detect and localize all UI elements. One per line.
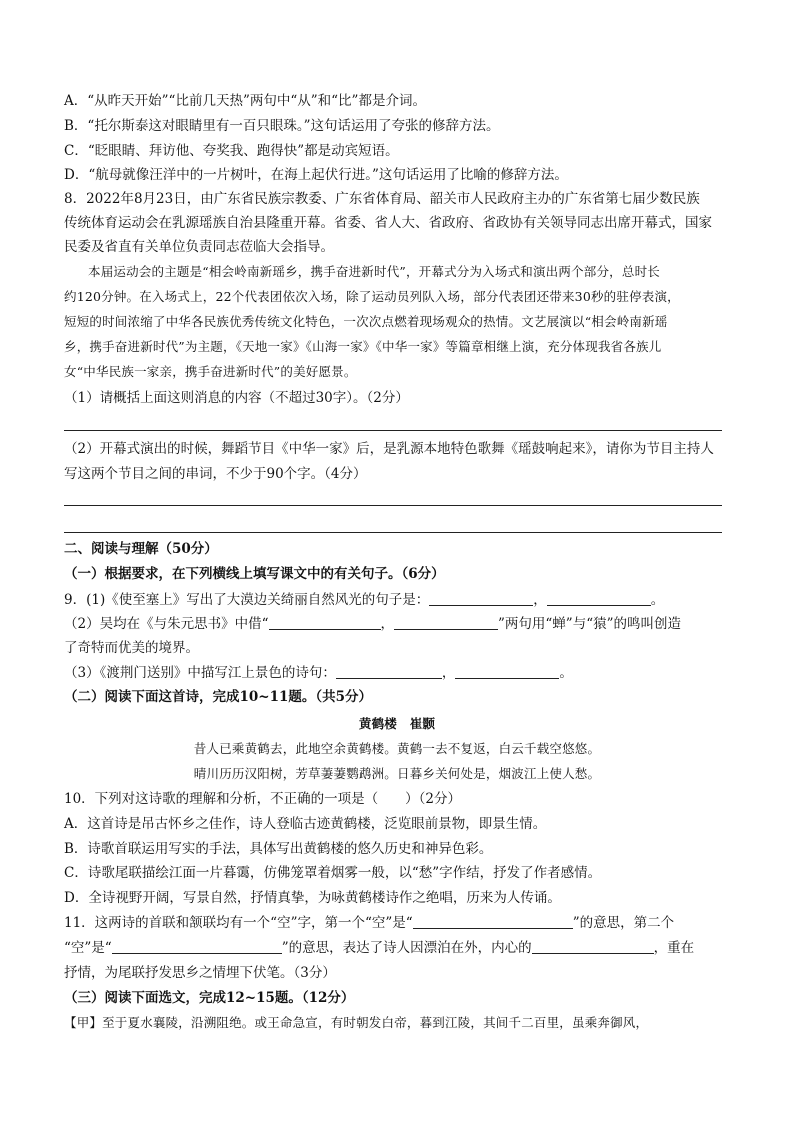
q11-prompt-d: ”的意思，表达了诗人因漂泊在外，内心的 [281,940,532,956]
q9-3-prompt: （3）《渡荆门送别》中描写江上景色的诗句： [64,665,336,681]
q9-1-period: 。 [650,592,665,608]
q9-1-blank1[interactable] [429,591,533,606]
q9-2-comma: ， [380,616,394,632]
q8-news-line2: 约120分钟。在入场式上，22个代表团依次入场，除了运动员列队入场，部分代表团还带来30秒的驻停表演， [64,289,680,304]
q9-3-period: 。 [559,665,573,681]
part2-heading: （二）阅读下面这首诗，完成10~11题。（共5分） [64,689,373,705]
section2-title: 二、阅读与理解（50分） [64,541,218,557]
q7-option-b: B．“托尔斯泰这对眼睛里有一百只眼珠。”这句话运用了夸张的修辞方法。 [64,118,500,134]
q11-prompt-c: “空”是“ [64,940,112,956]
q9-3-blank2[interactable] [455,664,559,679]
q11-blank2[interactable] [112,939,282,954]
q8-sub2-prompt-line2: 写这两个节目之间的串词，不少于90个字。（4分） [64,466,367,482]
q8-intro-line1: 8．2022年8月23日，由广东省民族宗教委、广东省体育局、韶关市人民政府主办的广东省第七届少数民族 [64,191,700,207]
q10-option-b: B．诗歌首联运用写实的手法，具体写出黄鹤楼的悠久历史和神异色彩。 [64,841,493,857]
q9-2 [64,615,681,633]
q9-2-prompt: （2）吴均在《与朱元思书》中借“ [64,616,269,632]
q7-option-c: C．“眨眼睛、拜访他、夸奖我、跑得快”都是动宾短语。 [64,143,399,159]
poem-title: 黄鹤楼 崔颢 [358,716,436,731]
q8-intro-line2: 传统体育运动会在乳源瑶族自治县隆重开幕。省委、省人大、省政府、省政协有关领导同志出席开幕式，国家 [64,215,712,231]
q8-intro-line3: 民委及省直有关单位负责同志莅临大会指导。 [64,239,334,255]
part1-heading: （一）根据要求，在下列横线上填写课文中的有关句子。（6分） [64,566,445,582]
q8-sub2-answer-line1[interactable] [64,505,722,506]
q11-blank1[interactable] [413,914,573,929]
q9-3 [64,664,573,682]
q8-news-line3: 短短的时间浓缩了中华各民族优秀传统文化特色，一次次点燃着现场观众的热情。文艺展演以“相会岭南新瑶 [64,314,668,329]
q10-option-c: C．诗歌尾联描绘江面一片暮霭，仿佛笼罩着烟雾一般，以“愁”字作结，抒发了作者感情。 [64,865,602,881]
q10-stem: 10．下列对这诗歌的理解和分析，不正确的一项是（ ）（2分） [64,791,462,807]
q8-news-line5: 女“中华民族一家亲，携手奋进新时代”的美好愿景。 [64,364,357,379]
q8-sub2-answer-line2[interactable] [64,532,722,533]
part3-heading: （三）阅读下面选文，完成12~15题。（12分） [64,990,355,1006]
passage-jia-line1: 【甲】至于夏水襄陵，沿溯阻绝。或王命急宣，有时朝发白帝，暮到江陵，其间千二百里，虽乘奔御风， [64,1015,649,1030]
poem-line1: 昔人已乘黄鹤去，此地空余黄鹤楼。黄鹤一去不复返，白云千载空悠悠。 [193,741,601,756]
q9-1 [64,591,664,609]
q10-option-d: D．全诗视野开阔，写景自然，抒情真挚，为咏黄鹤楼诗作之绝唱，历来为人传诵。 [64,890,561,906]
q9-1-comma: ， [533,592,547,608]
q9-2-blank1[interactable] [269,615,381,630]
poem-line2: 晴川历历汉阳树，芳草萋萋鹦鹉洲。日暮乡关何处是，烟波江上使人愁。 [193,766,601,781]
q11-prompt-a: 11．这两诗的首联和颔联均有一个“空”字，第一个“空”是“ [64,915,413,931]
q11-line1 [64,914,674,932]
q8-sub1-answer-line[interactable] [64,430,722,431]
q9-3-comma: ， [441,665,456,681]
q8-sub1-prompt: （1）请概括上面这则消息的内容（不超过30字）。（2分） [64,390,409,406]
q8-sub2-prompt-line1: （2）开幕式演出的时候，舞蹈节目《中华一家》后，是乳源本地特色歌舞《瑶鼓响起来》，请你为节目主持人 [64,441,714,457]
q11-prompt-b: ”的意思，第二个 [572,915,675,931]
q9-1-blank2[interactable] [547,591,651,606]
q10-option-a: A．这首诗是吊古怀乡之佳作，诗人登临古迹黄鹤楼，泛览眼前景物，即景生情。 [64,816,547,832]
q8-news-line1: 本届运动会的主题是“相会岭南新瑶乡，携手奋进新时代”，开幕式分为入场式和演出两个部分，总时长 [88,264,660,279]
q11-line3: 抒情，为尾联抒发思乡之情埋下伏笔。（3分） [64,965,336,981]
q11-blank3[interactable] [532,939,654,954]
q11-prompt-e: ，重在 [653,940,695,956]
q9-1-prompt: 9．(1)《使至塞上》写出了大漠边关绮丽自然风光的句子是： [64,592,430,608]
q7-option-d: D．“航母就像汪洋中的一片树叶，在海上起伏行进。”这句话运用了比喻的修辞方法。 [64,167,568,183]
q9-3-blank1[interactable] [336,664,442,679]
q9-2-blank2[interactable] [394,615,498,630]
q7-option-a: A．“从昨天开始”“比前几天热”两句中“从”和“比”都是介词。 [64,93,426,109]
q11-line2 [64,939,694,957]
q9-2-continuation: 了奇特而优美的境界。 [64,640,199,656]
q8-news-line4: 乡，携手奋进新时代”为主题，《天地一家》《山海一家》《中华一家》等篇章相继上演，充分体现我省各族儿 [64,339,662,354]
q9-2-prompt-tail: ”两句用“蝉”与“猿”的鸣叫创造 [498,616,682,632]
